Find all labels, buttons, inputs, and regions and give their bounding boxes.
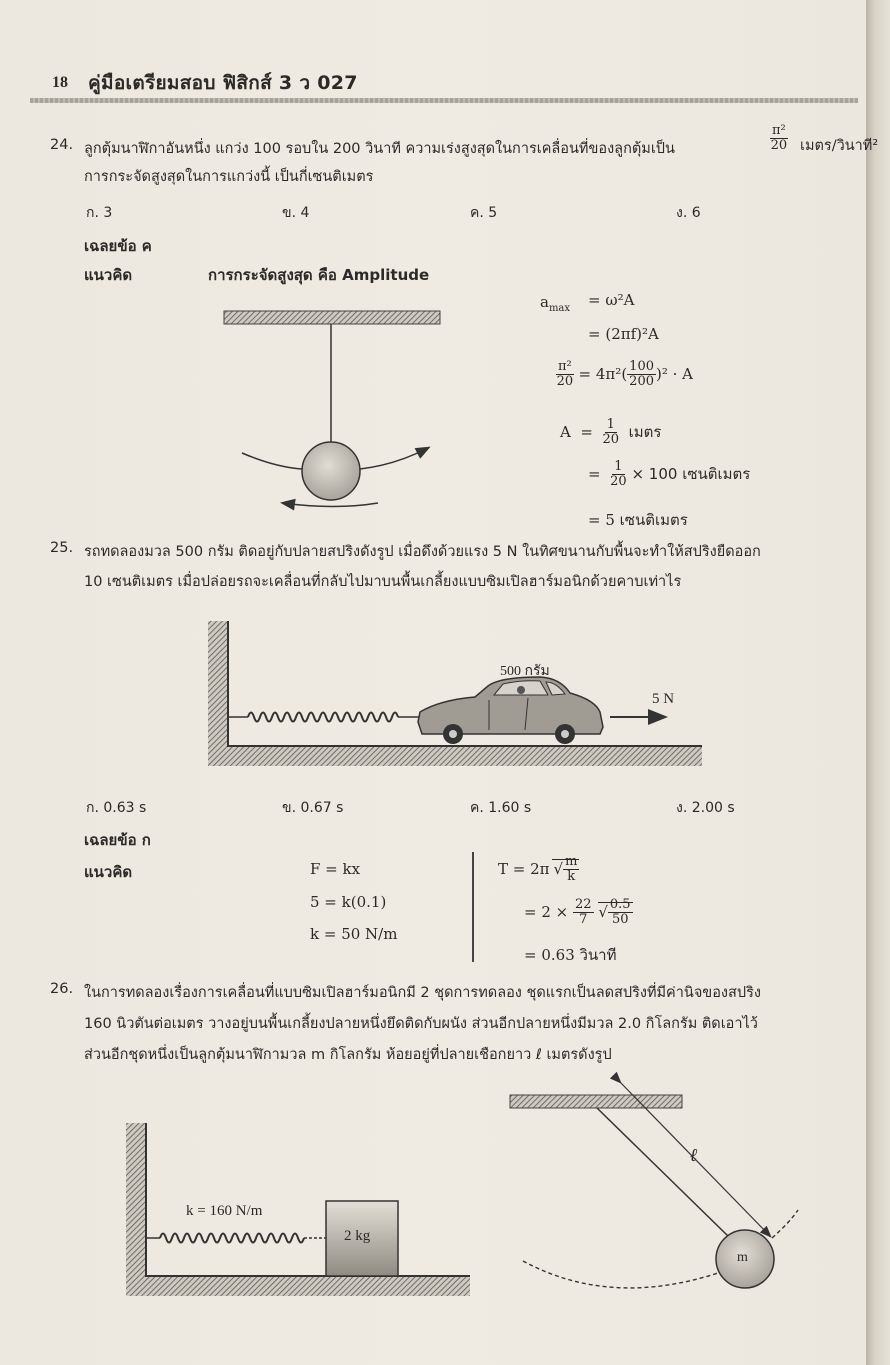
q24-sol-line3: $\frac{\text{π²}}{20}$ = 4π²( $\frac{100}{200}$ )² · A — [556, 359, 694, 390]
q25-choice-c[interactable]: ค. 1.60 s — [470, 800, 532, 816]
q26-line3: ส่วนอีกชุดหนึ่งเป็นลูกตุ้มนาฬิกามวล m กิโลกรัม ห้อยอยู่ที่ปลายเชือกยาว ℓ เมตรดังรูป — [84, 1047, 612, 1063]
q24-concept-text: การกระจัดสูงสุด คือ Amplitude — [208, 266, 430, 284]
q26-spring-label: k = 160 N/m — [186, 1203, 263, 1219]
q24-line1: ลูกตุ้มนาฬิกาอันหนึ่ง แกว่ง 100 รอบใน 200 วินาที ความเร่งสูงสุดในการเคลื่อนที่ของลูกตุ้มเป็น — [84, 141, 675, 157]
page-number: 18 — [52, 74, 68, 91]
q25-choice-d[interactable]: ง. 2.00 s — [676, 800, 735, 816]
q25-force-label: 5 N — [652, 691, 675, 707]
q24-sol-line2: = (2πf)²A — [588, 325, 659, 343]
q25-choice-a[interactable]: ก. 0.63 s — [86, 800, 147, 816]
q25-mass-label: 500 กรัม — [500, 664, 550, 679]
q25-right-sol-3: = 0.63 วินาที — [524, 946, 617, 964]
q25-answer: เฉลยข้อ ก — [84, 831, 151, 849]
q24-sol-line4: A = $\frac{1}{20}$ เมตร — [560, 417, 662, 448]
q25-left-sol-2: 5 = k(0.1) — [310, 893, 387, 911]
q25-right-sol-1: T = 2π √ $\frac{m}{k}$ — [498, 854, 578, 885]
q25-line2: 10 เซนติเมตร เมื่อปล่อยรถจะเคลื่อนที่กลับไปมาบนพื้นเกลี้ยงแบบซิมเปิลฮาร์มอนิกด้วยคาบเท่าไร — [84, 574, 682, 590]
q24-number: 24. — [50, 137, 74, 153]
q25-line1: รถทดลองมวล 500 กรัม ติดอยู่กับปลายสปริงดังรูป เมื่อดึงด้วยแรง 5 N ในทิศขนานกับพื้นจะทำให้สปริงยืดออก — [84, 544, 761, 560]
q24-concept-label: แนวคิด — [84, 266, 133, 284]
q24-accel-fraction: $\frac{\text{π²}}{20}$ — [770, 123, 788, 154]
q24-answer: เฉลยข้อ ค — [84, 237, 152, 255]
q25-left-sol-3: k = 50 N/m — [310, 925, 398, 943]
q24-sol-line5: = $\frac{1}{20}$ × 100 เซนติเมตร — [588, 459, 751, 490]
q24-sol-line1: $a_{max}$ — [540, 293, 571, 314]
q24-choice-d[interactable]: ง. 6 — [676, 205, 701, 221]
q25-right-sol-2: = 2 × $\frac{22}{7}$ √ $\frac{0.5}{50}$ — [524, 897, 631, 928]
q26-length-label: ℓ — [690, 1145, 698, 1165]
q26-block-label: 2 kg — [344, 1228, 371, 1244]
q24-sol-line6: = 5 เซนติเมตร — [588, 511, 688, 529]
q26-line1: ในการทดลองเรื่องการเคลื่อนที่แบบซิมเปิลฮาร์มอนิกมี 2 ชุดการทดลอง ชุดแรกเป็นลดสปริงที่มีค่านิจของสปริง — [84, 985, 761, 1001]
q25-choice-b[interactable]: ข. 0.67 s — [282, 800, 344, 816]
q24-sol-line1-rhs: = ω²A — [588, 291, 635, 309]
q26-mass-label: m — [737, 1250, 748, 1265]
q24-choice-b[interactable]: ข. 4 — [282, 205, 310, 221]
q26-line2: 160 นิวตันต่อเมตร วางอยู่บนพื้นเกลี้ยงปลายหนึ่งยึดติดกับผนัง ส่วนอีกปลายหนึ่งมีมวล 2.0 กิโลกรัม ติดเอาไว้ — [84, 1016, 758, 1032]
q25-left-sol-1: F = kx — [310, 860, 361, 878]
q24-line2: การกระจัดสูงสุดในการแกว่งนี้ เป็นกี่เซนติเมตร — [84, 169, 374, 185]
book-title: คู่มือเตรียมสอบ ฟิสิกส์ 3 ว 027 — [88, 72, 358, 94]
q24-choice-c[interactable]: ค. 5 — [470, 205, 498, 221]
q26-number: 26. — [50, 981, 74, 997]
q24-unit: เมตร/วินาที² — [800, 138, 879, 154]
q25-concept-label: แนวคิด — [84, 863, 133, 881]
q25-number: 25. — [50, 540, 74, 556]
q24-choice-a[interactable]: ก. 3 — [86, 205, 113, 221]
